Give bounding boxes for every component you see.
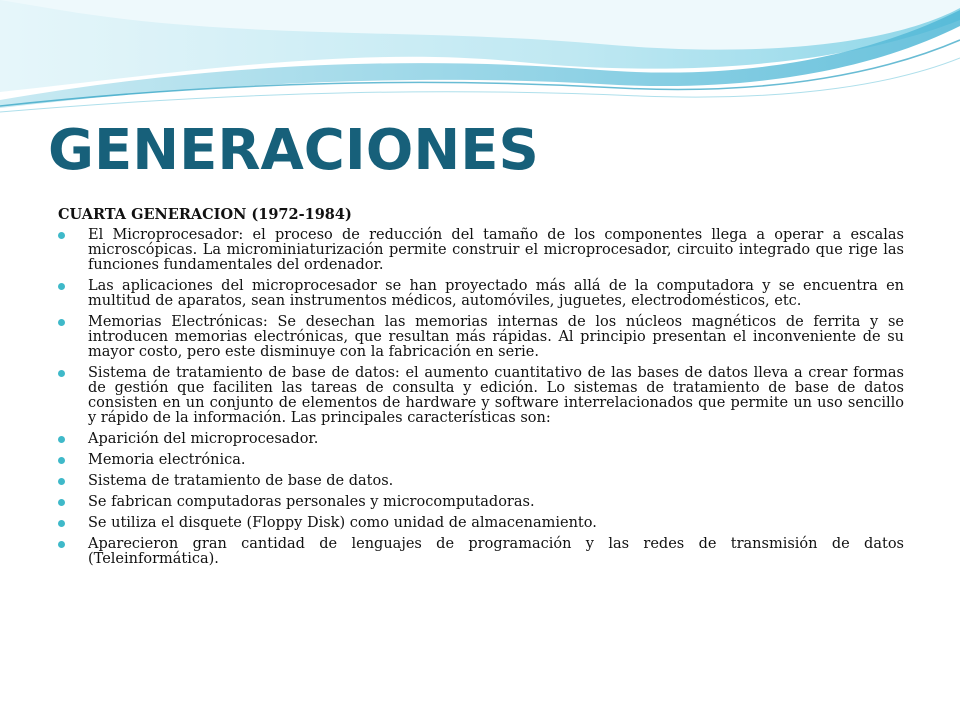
- section-subtitle: CUARTA GENERACION (1972-1984): [58, 206, 352, 223]
- bullet-icon: [58, 520, 65, 527]
- bullet-icon: [58, 478, 65, 485]
- list-item-text: Memoria electrónica.: [88, 452, 246, 468]
- bullet-icon: [58, 370, 65, 377]
- bullet-icon: [58, 541, 65, 548]
- bullet-icon: [58, 283, 65, 290]
- list-item-text: Sistema de tratamiento de base de datos.: [88, 473, 394, 489]
- list-item-text: El Microprocesador: el proceso de reducción del tamaño de los componentes llega a operar a escalas microscópicas. La microminiaturización permite construir el microprocesador, circuito integrado que rige las funciones fundamentales del ordenador.: [88, 227, 904, 273]
- bullet-list: [58, 228, 904, 567]
- list-item-text: Memorias Electrónicas: Se desechan las memorias internas de los núcleos magnéticos de ferrita y se introducen memorias electrónicas, que resultan más rápidas. Al principio presentan el inconveniente de su mayor costo, pero este disminuye con la fabricación en serie.: [88, 314, 904, 360]
- list-item: [58, 315, 904, 360]
- list-item: [58, 537, 904, 567]
- list-item: [58, 474, 904, 489]
- page-title: GENERACIONES: [48, 118, 539, 183]
- slide-content: [58, 206, 904, 573]
- bullet-icon: [58, 457, 65, 464]
- list-item: [58, 495, 904, 510]
- list-item-text: Las aplicaciones del microprocesador se han proyectado más allá de la computadora y se encuentra en multitud de aparatos, sean instrumentos médicos, automóviles, juguetes, electrodomésticos, etc.: [88, 278, 904, 309]
- list-item-text: Se utiliza el disquete (Floppy Disk) como unidad de almacenamiento.: [88, 515, 597, 531]
- bullet-icon: [58, 499, 65, 506]
- list-item-text: Sistema de tratamiento de base de datos: el aumento cuantitativo de las bases de datos lleva a crear formas de gestión que faciliten las tareas de consulta y edición. Lo sistemas de tratamiento de base de datos consisten en un conjunto de elementos de hardware y software interrelacionados que permite un uso sencillo y rápido de la información. Las principales características son:: [88, 365, 904, 426]
- list-item-text: Aparición del microprocesador.: [88, 431, 319, 447]
- header-wave-decoration: [0, 0, 960, 120]
- list-item: [58, 279, 904, 309]
- bullet-icon: [58, 232, 65, 239]
- bullet-icon: [58, 436, 65, 443]
- list-item: [58, 228, 904, 273]
- list-item: [58, 366, 904, 426]
- bullet-icon: [58, 319, 65, 326]
- list-item: [58, 453, 904, 468]
- list-item: [58, 432, 904, 447]
- list-item-text: Se fabrican computadoras personales y microcomputadoras.: [88, 494, 535, 510]
- list-item: [58, 516, 904, 531]
- list-item-text: Aparecieron gran cantidad de lenguajes de programación y las redes de transmisión de datos (Teleinformática).: [88, 536, 904, 567]
